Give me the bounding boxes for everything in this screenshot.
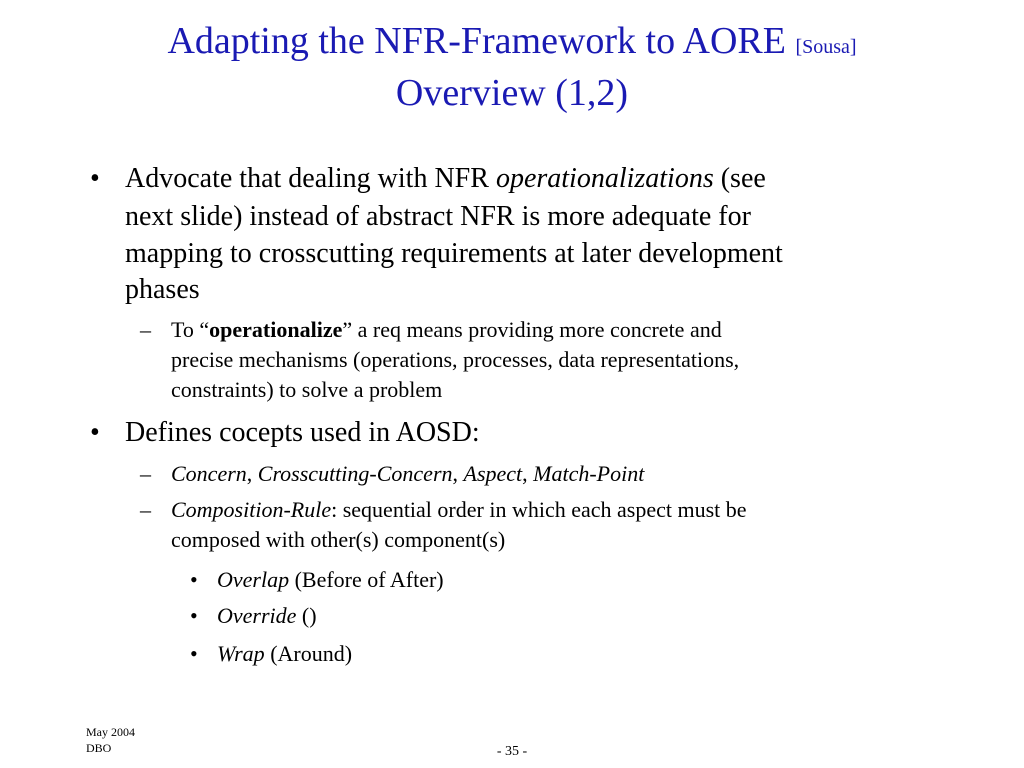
sub-bullet-1-line-1: [171, 314, 722, 345]
term-override: Override: [217, 603, 297, 628]
dash-marker: –: [140, 497, 151, 522]
term-aspect: Aspect: [463, 461, 523, 486]
bullet-1-line-1: [125, 160, 766, 198]
bullet-marker: •: [90, 163, 100, 194]
level-3-item-overlap: [217, 564, 444, 595]
bullet-marker: •: [90, 417, 100, 448]
bullet-1-text-c: (see: [713, 163, 766, 194]
footer-author: DBO: [86, 741, 112, 755]
dash-marker: –: [140, 317, 151, 342]
page-number: - 35 -: [496, 744, 528, 759]
bullet-1-term-operationalizations: operationalizations: [495, 163, 714, 194]
bullet-marker: •: [190, 641, 198, 666]
bullet-marker: •: [190, 603, 198, 628]
dash-marker: –: [140, 461, 151, 486]
level-3-item-wrap: [217, 638, 352, 669]
separator: ,: [246, 461, 258, 486]
term-wrap: Wrap: [217, 641, 265, 666]
sub-bullet-1-line-2: precise mechanisms (operations, processes, data representations,: [171, 347, 740, 372]
bullet-1-line-4: phases: [125, 274, 200, 305]
term-composition-rule: Composition-Rule: [171, 497, 332, 522]
term-crosscutting-concern: Crosscutting-Concern: [257, 461, 453, 486]
title-line-2: Overview (1,2): [395, 72, 629, 114]
bullet-1-line-2: next slide) instead of abstract NFR is more adequate for: [125, 201, 751, 232]
term-concern: Concern: [171, 461, 247, 486]
bullet-marker: •: [190, 567, 198, 592]
footer-date: May 2004: [86, 725, 135, 739]
term-overlap: Overlap: [217, 567, 290, 592]
separator: ,: [522, 461, 534, 486]
item-description: (): [296, 603, 317, 628]
bullet-1-line-3: mapping to crosscutting requirements at later development: [125, 238, 783, 269]
item-description: (Around): [264, 641, 353, 666]
separator: ,: [452, 461, 464, 486]
sub-bullet-1-text-c: ” a req means providing more concrete and: [342, 317, 722, 342]
sub-bullet-2-line-1: [171, 458, 644, 489]
sub-bullet-3-line-2: composed with other(s) component(s): [171, 527, 506, 552]
bullet-2-line-1: Defines cocepts used in AOSD:: [125, 417, 480, 448]
title-main-text: Adapting the NFR-Framework to AORE: [167, 20, 796, 62]
item-description: (Before of After): [289, 567, 444, 592]
bullet-1-text-a: Advocate that dealing with NFR: [125, 163, 496, 194]
level-3-item-override: [217, 600, 317, 631]
sub-bullet-1-line-3: constraints) to solve a problem: [171, 377, 443, 402]
sub-bullet-3-text-b: : sequential order in which each aspect must be: [331, 497, 747, 522]
sub-bullet-1-term-operationalize: operationalize: [209, 317, 343, 342]
sub-bullet-1-text-a: To “: [171, 317, 210, 342]
title-citation: [Sousa]: [795, 36, 857, 58]
sub-bullet-3-line-1: [171, 494, 747, 525]
term-match-point: Match-Point: [533, 461, 645, 486]
